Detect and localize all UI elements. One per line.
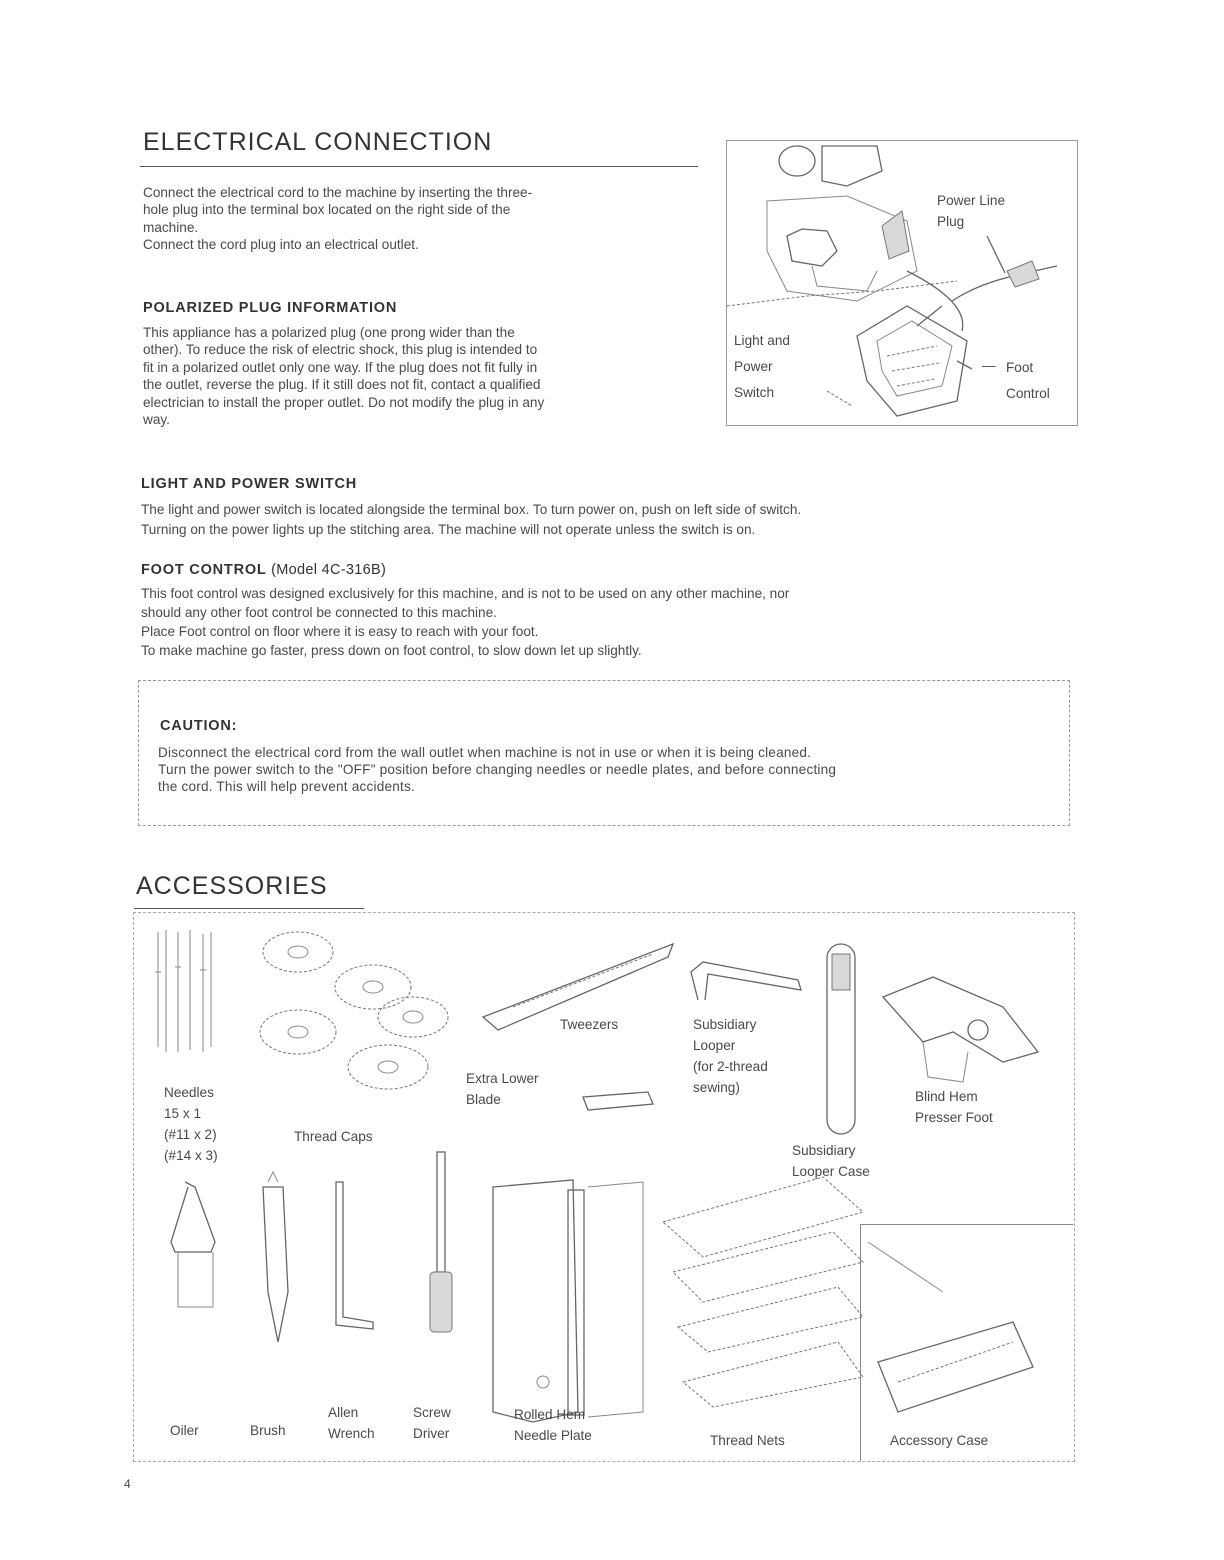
page-number: 4 (124, 1477, 131, 1491)
label-subsidiary-looper (693, 1014, 768, 1098)
label-line: Blade (466, 1092, 501, 1107)
electrical-intro (143, 184, 532, 254)
label-line: Presser Foot (915, 1110, 993, 1125)
label-line: Blind Hem (915, 1089, 978, 1104)
subsidiary-looper-icon (691, 962, 801, 1000)
label-line: Plug (937, 214, 965, 229)
light-switch-line: The light and power switch is located alongside the terminal box. To turn power on, push on left side of switch. (141, 502, 802, 517)
label-screw-driver (413, 1402, 451, 1444)
label-thread-caps: Thread Caps (294, 1129, 373, 1144)
foot-control-text (141, 584, 789, 660)
label-line: Foot (1006, 360, 1034, 375)
brush-icon (263, 1172, 288, 1342)
label-line: Wrench (328, 1426, 375, 1441)
label-line: Screw (413, 1405, 451, 1420)
label-line: Needle Plate (514, 1428, 592, 1443)
label-power-line-plug (937, 190, 1005, 232)
label-line: (#14 x 3) (164, 1148, 218, 1163)
foot-control-line: should any other foot control be connected to this machine. (141, 605, 497, 620)
polarized-line: fit in a polarized outlet only one way. If the plug does not fit fully in (143, 359, 538, 375)
label-line: Switch (734, 385, 775, 400)
needles-icon (155, 930, 211, 1052)
accessory-case-icon (868, 1242, 1033, 1560)
intro-line: Connect the electrical cord to the machine by inserting the three- (143, 185, 533, 200)
foot-control-title: FOOT CONTROL (141, 562, 267, 578)
thread-nets-icon (663, 1177, 863, 1407)
label-line: (#11 x 2) (164, 1127, 217, 1142)
label-rolled-hem-needle-plate (514, 1404, 592, 1446)
label-line: Control (1006, 386, 1050, 401)
accessories-title: ACCESSORIES (136, 872, 328, 900)
intro-line: hole plug into the terminal box located on the right side of the (143, 202, 511, 218)
label-line: Allen (328, 1405, 359, 1420)
thread-caps-icon (260, 932, 448, 1089)
label-brush: Brush (250, 1423, 286, 1438)
label-line: Needles (164, 1085, 214, 1100)
label-line: sewing) (693, 1080, 740, 1095)
label-allen-wrench (328, 1402, 375, 1444)
electrical-connection-title: ELECTRICAL CONNECTION (143, 128, 493, 156)
label-line: Power Line (937, 193, 1006, 208)
label-line: Subsidiary (693, 1017, 757, 1032)
title-underline (140, 166, 698, 167)
foot-control-heading (141, 562, 386, 578)
label-line: Subsidiary (792, 1143, 856, 1158)
allen-wrench-icon (336, 1182, 373, 1329)
caution-line: Disconnect the electrical cord from the wall outlet when machine is not in use or when it is being cleaned. (158, 745, 812, 760)
label-accessory-case: Accessory Case (890, 1433, 989, 1448)
foot-control-line: Place Foot control on floor where it is easy to reach with your foot. (141, 624, 539, 639)
foot-control-line: To make machine go faster, press down on foot control, to slow down let up slightly. (141, 643, 642, 658)
label-oiler: Oiler (170, 1423, 199, 1438)
label-tweezers: Tweezers (560, 1017, 619, 1032)
polarized-line: This appliance has a polarized plug (one prong wider than the (143, 325, 515, 340)
polarized-plug-heading: POLARIZED PLUG INFORMATION (143, 300, 398, 316)
label-line: 15 x 1 (164, 1106, 202, 1121)
title-underline (134, 908, 364, 909)
label-thread-nets: Thread Nets (710, 1433, 785, 1448)
label-dash: — (982, 358, 996, 373)
oiler-icon (171, 1182, 215, 1307)
label-line: Looper (693, 1038, 736, 1053)
label-needles (164, 1082, 218, 1166)
foot-control-line: This foot control was designed exclusively for this machine, and is not to be used on any other machine, nor (141, 586, 790, 601)
label-line: Driver (413, 1426, 450, 1441)
caution-text (158, 744, 836, 795)
label-line: Rolled Hem (514, 1407, 586, 1422)
looper-case-icon (827, 944, 855, 1134)
label-light-power-switch (734, 328, 790, 406)
light-switch-heading: LIGHT AND POWER SWITCH (141, 476, 358, 492)
caution-line: Turn the power switch to the "OFF" position before changing needles or needle plates, and before connecting (158, 762, 837, 777)
caution-line: the cord. This will help prevent accidents. (158, 779, 415, 794)
label-blind-hem-presser-foot (915, 1086, 993, 1128)
intro-line: Connect the cord plug into an electrical outlet. (143, 237, 419, 253)
light-switch-text (141, 500, 801, 540)
label-line: (for 2-thread (693, 1059, 768, 1074)
polarized-plug-text (143, 324, 544, 428)
polarized-line: other). To reduce the risk of electric shock, this plug is intended to (143, 342, 538, 358)
polarized-line: the outlet, reverse the plug. If it still does not fit, contact a qualified (143, 377, 541, 393)
presser-foot-icon (883, 977, 1038, 1082)
label-line: Power (734, 359, 773, 374)
label-subsidiary-looper-case (792, 1140, 870, 1182)
label-line: Looper Case (792, 1164, 870, 1179)
foot-control-model: (Model 4C-316B) (271, 562, 387, 578)
polarized-line: electrician to install the proper outlet. Do not modify the plug in any (143, 394, 545, 410)
accessories-illustrations (133, 912, 1073, 1460)
label-foot-control (1006, 355, 1050, 407)
caution-heading: CAUTION: (160, 718, 238, 734)
intro-line: machine. (143, 219, 199, 235)
polarized-line: way. (143, 412, 170, 428)
lower-blade-icon (583, 1092, 653, 1110)
screw-driver-icon (430, 1152, 452, 1332)
label-extra-lower-blade (466, 1068, 539, 1110)
light-switch-line: Turning on the power lights up the stitching area. The machine will not operate unless the switch is on. (141, 522, 756, 537)
needle-plate-icon (493, 1180, 643, 1422)
label-line: Extra Lower (466, 1071, 539, 1086)
label-line: Light and (734, 333, 790, 348)
